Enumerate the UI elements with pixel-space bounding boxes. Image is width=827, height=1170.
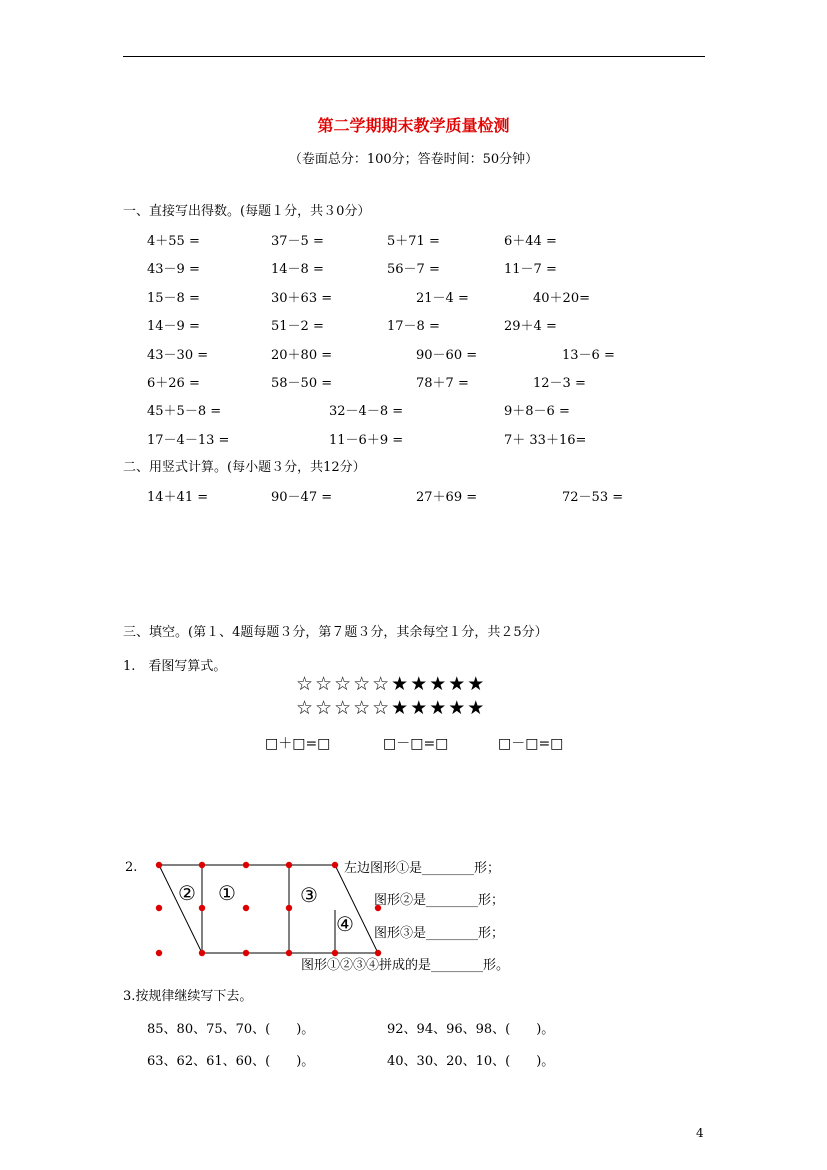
- problem: 37－5 =: [271, 234, 324, 249]
- q3-label: 3.按规律继续写下去。: [123, 989, 253, 1004]
- header-rule: [123, 56, 705, 57]
- problem: 58－50 =: [271, 376, 333, 391]
- problem: 14－9 =: [147, 319, 200, 334]
- problem: 6＋44 =: [504, 234, 557, 249]
- section1-heading: 一、直接写出得数。(每题１分，共３0分）: [123, 204, 371, 219]
- problem: 78＋7 =: [416, 376, 469, 391]
- problem: 17－8 =: [387, 319, 440, 334]
- problem: 32－4－8 =: [329, 404, 404, 419]
- q1-label: 1. 看图写算式。: [123, 659, 227, 674]
- sequence-item: 85、80、75、70、( )。: [147, 1022, 315, 1037]
- problem: 40＋20=: [533, 291, 590, 306]
- equation-blank: □－□=□: [498, 736, 564, 752]
- problem: 11－7 =: [504, 262, 557, 277]
- vertical-problem: 72－53 =: [562, 490, 624, 505]
- problem: 45＋5－8 =: [147, 404, 222, 419]
- shape-label-4: ④: [336, 912, 354, 936]
- problem: 90－60 =: [416, 348, 478, 363]
- vertical-problem: 90－47 =: [271, 490, 333, 505]
- problem: 43－9 =: [147, 262, 200, 277]
- problem: 30＋63 =: [271, 291, 333, 306]
- vertical-problem: 27＋69 =: [416, 490, 478, 505]
- problem: 5＋71 =: [387, 234, 440, 249]
- q2-line-2: 图形②是________形；: [374, 893, 505, 908]
- section2-heading: 二、用竖式计算。(每小题３分，共12分）: [123, 460, 366, 475]
- problem: 12－3 =: [533, 376, 586, 391]
- sequence-item: 40、30、20、10、( )。: [387, 1054, 555, 1069]
- sequence-item: 92、94、96、98、( )。: [387, 1022, 555, 1037]
- q2-number: 2.: [125, 860, 138, 875]
- q2-line-4: 图形①②③④拼成的是________形。: [301, 958, 510, 973]
- problem: 17－4－13 =: [147, 433, 230, 448]
- page-title: 第二学期期末教学质量检测: [317, 116, 510, 135]
- page-number: 4: [696, 1126, 704, 1140]
- problem: 7＋ 33＋16=: [504, 433, 587, 448]
- q2-line-1: 左边图形①是________形；: [344, 861, 501, 876]
- problem: 29＋4 =: [504, 319, 557, 334]
- problem: 9＋8－6 =: [504, 404, 570, 419]
- equation-blank: □－□=□: [383, 736, 449, 752]
- star-row-2: ☆☆☆☆☆★★★★★: [296, 697, 487, 719]
- star-row-1: ☆☆☆☆☆★★★★★: [296, 673, 487, 695]
- problem: 14－8 =: [271, 262, 324, 277]
- vertical-problem: 14＋41 =: [147, 490, 209, 505]
- problem: 56－7 =: [387, 262, 440, 277]
- problem: 43－30 =: [147, 348, 209, 363]
- shape-label-1: ①: [218, 881, 236, 905]
- q2-line-3: 图形③是________形；: [374, 926, 505, 941]
- problem: 20＋80 =: [271, 348, 333, 363]
- problem: 6＋26 =: [147, 376, 200, 391]
- shape-label-3: ③: [300, 883, 318, 907]
- sequence-item: 63、62、61、60、( )。: [147, 1054, 315, 1069]
- section3-heading: 三、填空。(第１、4题每题３分，第７题３分，其余每空１分，共２5分）: [123, 625, 548, 640]
- problem: 11－6＋9 =: [329, 433, 404, 448]
- problem: 15－8 =: [147, 291, 200, 306]
- shape-label-2: ②: [178, 881, 196, 905]
- problem: 51－2 =: [271, 319, 324, 334]
- page-subtitle: （卷面总分：100分；答卷时间：50分钟）: [288, 152, 539, 167]
- problem: 4＋55 =: [147, 234, 200, 249]
- problem: 21－4 =: [416, 291, 469, 306]
- problem: 13－6 =: [562, 348, 615, 363]
- equation-blank: □＋□=□: [265, 736, 331, 752]
